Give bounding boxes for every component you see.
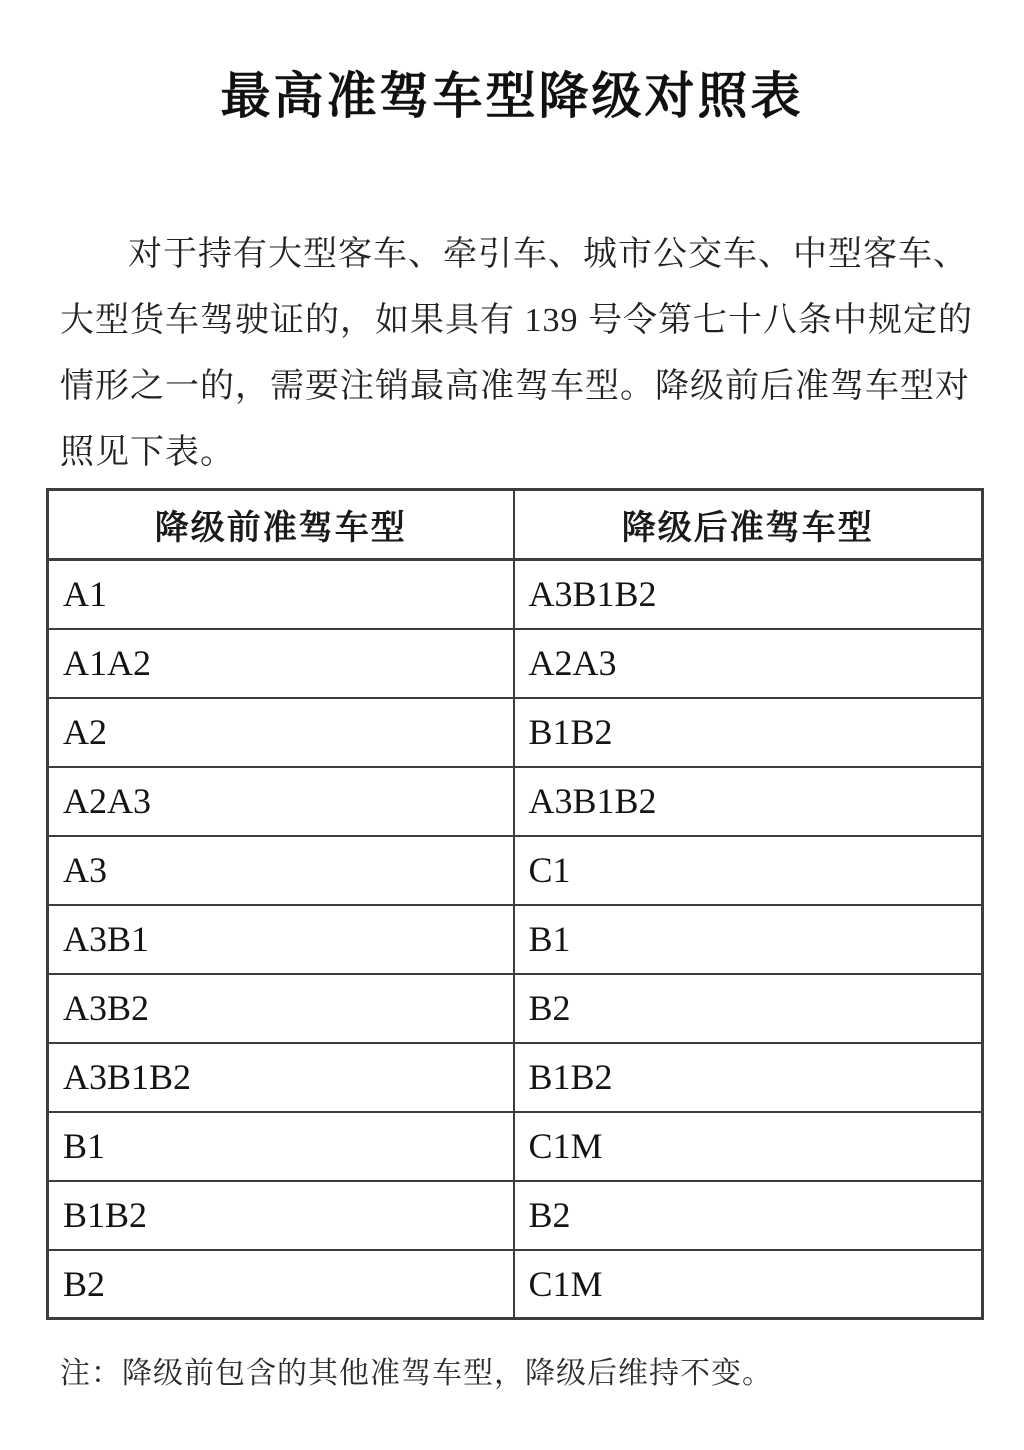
after-cell: B1B2	[514, 698, 983, 767]
after-cell: C1M	[514, 1250, 983, 1319]
paragraph-line-3: 情形之一的，需要注销最高准驾车型。降级前后准驾车型对	[60, 368, 970, 405]
after-cell: B1B2	[514, 1043, 983, 1112]
table-row	[48, 1181, 983, 1250]
before-cell: A1A2	[48, 629, 514, 698]
after-cell: B2	[514, 1181, 983, 1250]
table-row	[48, 836, 983, 905]
before-cell: A1	[48, 560, 514, 629]
after-cell: B2	[514, 974, 983, 1043]
intro-paragraph	[60, 222, 973, 486]
paragraph-line-1: 对于持有大型客车、牵引车、城市公交车、中型客车、	[128, 236, 968, 273]
after-cell: A3B1B2	[514, 767, 983, 836]
table-row	[48, 698, 983, 767]
table-row	[48, 1112, 983, 1181]
before-cell: B1	[48, 1112, 514, 1181]
table-row	[48, 974, 983, 1043]
table-row	[48, 767, 983, 836]
paragraph-line-2: 大型货车驾驶证的，如果具有 139 号令第七十八条中规定的	[60, 302, 973, 339]
before-cell: B1B2	[48, 1181, 514, 1250]
before-cell: A3	[48, 836, 514, 905]
table-row	[48, 905, 983, 974]
table-row	[48, 560, 983, 629]
paragraph-line-4: 照见下表。	[60, 434, 235, 471]
page-title: 最高准驾车型降级对照表	[220, 68, 804, 124]
before-cell: A2A3	[48, 767, 514, 836]
before-cell: A3B2	[48, 974, 514, 1043]
after-cell: A2A3	[514, 629, 983, 698]
table-row	[48, 1043, 983, 1112]
after-cell: C1	[514, 836, 983, 905]
table-header-row	[48, 490, 983, 560]
before-cell: A2	[48, 698, 514, 767]
before-cell: A3B1B2	[48, 1043, 514, 1112]
downgrade-comparison-table	[46, 488, 984, 1320]
after-cell: B1	[514, 905, 983, 974]
table-row	[48, 629, 983, 698]
column-header-after-downgrade: 降级后准驾车型	[514, 490, 983, 560]
table-row	[48, 1250, 983, 1319]
footnote: 注：降级前包含的其他准驾车型，降级后维持不变。	[60, 1357, 773, 1390]
after-cell: A3B1B2	[514, 560, 983, 629]
column-header-before-downgrade: 降级前准驾车型	[48, 490, 514, 560]
before-cell: A3B1	[48, 905, 514, 974]
after-cell: C1M	[514, 1112, 983, 1181]
before-cell: B2	[48, 1250, 514, 1319]
